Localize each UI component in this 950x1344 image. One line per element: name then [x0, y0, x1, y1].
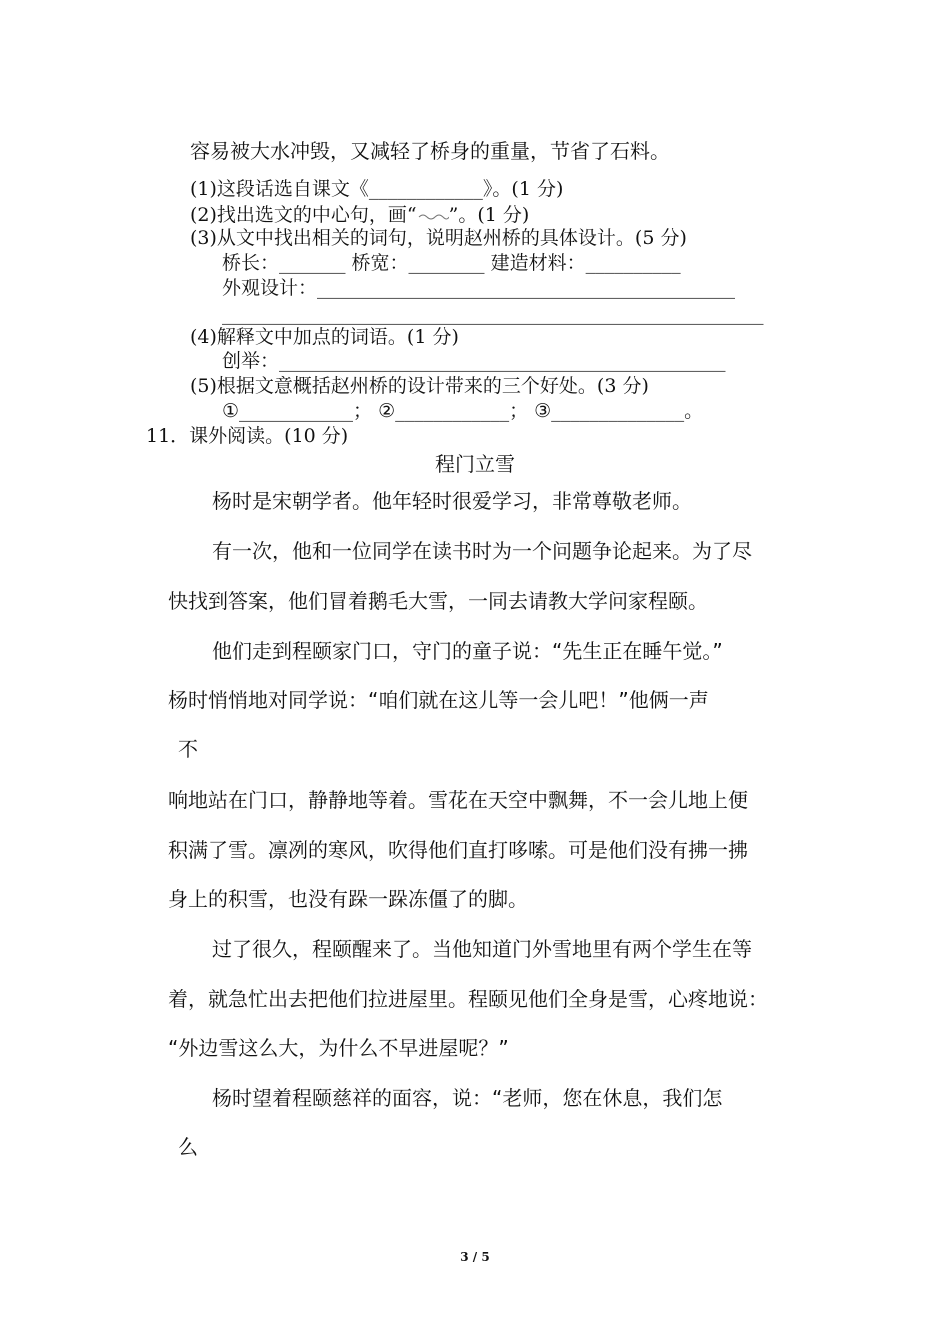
question-2-text: (2)找出选文的中心句，画“: [190, 204, 417, 226]
question-2-suffix: ”。(1 分): [448, 204, 530, 226]
passage-line: 响地站在门口，静静地等着。雪花在天空中飘舞，不一会儿地上便: [168, 788, 748, 812]
question-3: (3)从文中找出相关的词句，说明赵州桥的具体设计。(5 分): [190, 227, 687, 249]
question-4: (4)解释文中加点的词语。(1 分): [190, 326, 459, 348]
question-3-design: 外观设计：____________________________________________: [222, 277, 736, 299]
question-2: [190, 201, 529, 227]
passage-line: 着，就急忙出去把他们拉进屋里。程颐见他们全身是雪，心疼地说：: [168, 987, 768, 1011]
passage-line: 不: [178, 737, 198, 761]
question-5-blanks: ①____________； ②____________； ③______________。: [222, 400, 704, 422]
question-3-answer-line: _________________________________________________________: [222, 303, 764, 325]
passage-title: 程门立雪: [435, 452, 515, 476]
question-4-word: 创举：_______________________________________________: [222, 350, 726, 372]
passage-line: 快找到答案，他们冒着鹅毛大雪，一同去请教大学问家程颐。: [168, 589, 708, 613]
question-1: (1)这段话选自课文《____________》。(1 分): [190, 178, 564, 200]
passage-line: 他们走到程颐家门口，守门的童子说：“先生正在睡午觉。”: [212, 639, 723, 663]
passage-line: 过了很久，程颐醒来了。当他知道门外雪地里有两个学生在等: [212, 937, 752, 961]
wavy-underline-mark: [417, 201, 449, 227]
passage-line: 身上的积雪，也没有跺一跺冻僵了的脚。: [168, 887, 528, 911]
passage-line: 杨时是宋朝学者。他年轻时很爱学习，非常尊敬老师。: [212, 489, 692, 513]
page-number: 3 / 5: [460, 1250, 490, 1264]
passage-line: 有一次，他和一位同学在读书时为一个问题争论起来。为了尽: [212, 539, 752, 563]
passage-line: “外边雪这么大，为什么不早进屋呢？”: [168, 1036, 509, 1060]
passage-line: 积满了雪。凛冽的寒风，吹得他们直打哆嗦。可是他们没有拂一拂: [168, 838, 748, 862]
intro-line: 容易被大水冲毁，又减轻了桥身的重量，节省了石料。: [190, 139, 670, 163]
question-5: (5)根据文意概括赵州桥的设计带来的三个好处。(3 分): [190, 375, 649, 397]
passage-line: 杨时望着程颐慈祥的面容，说：“老师，您在休息，我们怎: [212, 1086, 723, 1110]
section-11-heading: 11．课外阅读。(10 分): [146, 425, 349, 447]
passage-line: 杨时悄悄地对同学说：“咱们就在这儿等一会儿吧！”他俩一声: [168, 688, 709, 712]
question-3-fields: 桥长：_______ 桥宽：________ 建造材料：__________: [222, 252, 681, 274]
passage-line: 么: [178, 1135, 198, 1159]
